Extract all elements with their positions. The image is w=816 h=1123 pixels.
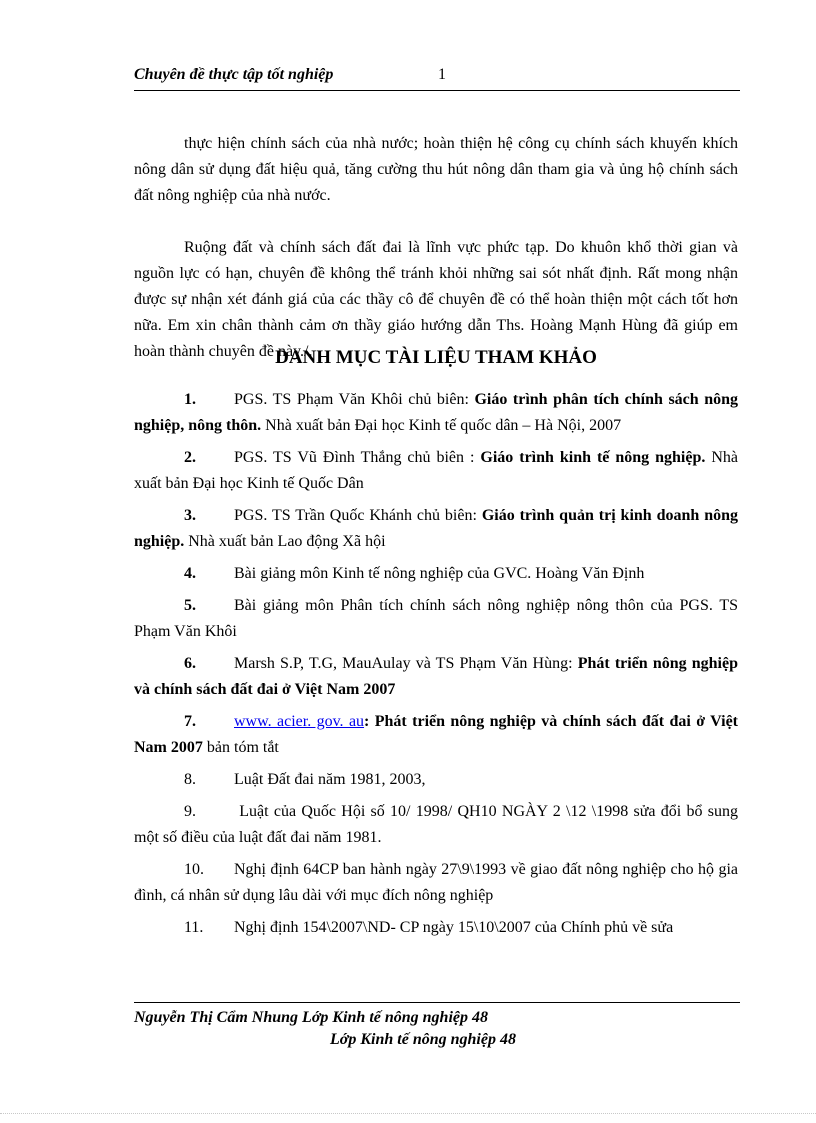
reference-text: Bài giảng môn Kinh tế nông nghiệp của GVC. Hoàng Văn Định: [234, 565, 645, 582]
reference-number: 10.: [184, 861, 204, 878]
reference-item: [134, 387, 738, 439]
reference-item: [134, 561, 738, 587]
reference-text: PGS. TS Phạm Văn Khôi chủ biên:: [234, 391, 475, 408]
references-list: [134, 387, 738, 947]
reference-text: Luật của Quốc Hội số 10/ 1998/ QH10 NGÀY 2 \12 \1998 sửa đổi bổ sung một số điều của luật đất đai năm 1981.: [134, 803, 738, 846]
reference-title: Phát triển nông nghiệp và chính sách đất đai ở Việt Nam 2007: [134, 655, 738, 698]
reference-number: 7.: [184, 713, 196, 730]
paragraph-continuation: [134, 131, 738, 209]
reference-link[interactable]: www. acier. gov. au: [234, 713, 365, 730]
reference-title: Giáo trình quản trị kinh doanh nông nghiệp.: [134, 507, 738, 550]
reference-item: [134, 503, 738, 555]
page-footer: [134, 1002, 740, 1048]
page-number: 1: [438, 66, 446, 83]
paragraph-1: thực hiện chính sách của nhà nước; hoàn thiện hệ công cụ chính sách khuyến khích nông dân sử dụng đất hiệu quả, tăng cường thu hút nông dân tham gia và ủng hộ chính sách đất nông nghiệp của nhà nước.: [134, 135, 738, 204]
paragraph-2: Ruộng đất và chính sách đất đai là lĩnh vực phức tạp. Do khuôn khổ thời gian và nguồn lực có hạn, chuyên đề không thể tránh khỏi những sai sót nhất định. Rất mong nhận được sự nhận xét đánh giá của các thầy cô để chuyên đề có thể hoàn thiện một cách tốt hơn nữa. Em xin chân thành cảm ơn thầy giáo hướng dẫn Ths. Hoàng Mạnh Hùng đã giúp em hoàn thành chuyên đề này./.: [134, 239, 738, 360]
reference-title: : Phát triển nông nghiệp và chính sách đất đai ở Việt Nam 2007: [134, 713, 738, 756]
reference-item: [134, 799, 738, 851]
reference-title: Giáo trình kinh tế nông nghiệp.: [480, 449, 706, 466]
page-header: [134, 62, 740, 91]
reference-text: Bài giảng môn Phân tích chính sách nông nghiệp nông thôn của PGS. TS Phạm Văn Khôi: [134, 597, 738, 640]
reference-publisher: Nhà xuất bản Đại học Kinh tế Quốc Dân: [134, 449, 739, 492]
footer-class: Lớp Kinh tế nông nghiệp 48: [330, 1031, 516, 1048]
reference-item: [134, 651, 738, 703]
reference-item: [134, 857, 738, 909]
references-heading: DANH MỤC TÀI LIỆU THAM KHẢO: [275, 347, 597, 368]
reference-number: 1.: [184, 391, 196, 408]
header-title: Chuyên đề thực tập tốt nghiệp: [134, 66, 334, 83]
reference-text: PGS. TS Trần Quốc Khánh chủ biên:: [234, 507, 482, 524]
reference-title: Giáo trình phân tích chính sách nông nghiệp, nông thôn.: [134, 391, 739, 434]
reference-publisher: Nhà xuất bản Đại học Kinh tế quốc dân – Hà Nội, 2007: [261, 417, 622, 434]
reference-text: PGS. TS Vũ Đình Thắng chủ biên :: [234, 449, 481, 466]
reference-text: Nghị định 154\2007\ND- CP ngày 15\10\2007 của Chính phủ về sửa: [234, 919, 674, 936]
reference-number: 8.: [184, 771, 196, 788]
reference-text: Luật Đất đai năm 1981, 2003,: [234, 771, 426, 788]
reference-text: Nghị định 64CP ban hành ngày 27\9\1993 về giao đất nông nghiệp cho hộ gia đình, cá nhân sử dụng lâu dài với mục đích nông nghiệp: [134, 861, 738, 904]
reference-number: 4.: [184, 565, 196, 582]
reference-number: 9.: [184, 803, 196, 820]
reference-publisher: Nhà xuất bản Lao động Xã hội: [184, 533, 386, 550]
reference-number: 11.: [184, 919, 204, 936]
reference-item: [134, 593, 738, 645]
page-bottom-border: [0, 1113, 816, 1114]
reference-number: 5.: [184, 597, 196, 614]
reference-item: [134, 915, 738, 941]
reference-text: Marsh S.P, T.G, MauAulay và TS Phạm Văn Hùng:: [234, 655, 578, 672]
footer-author: Nguyễn Thị Cẩm Nhung Lớp Kinh tế nông nghiệp 48: [134, 1009, 488, 1026]
reference-item: [134, 767, 738, 793]
reference-item: [134, 709, 738, 761]
reference-number: 3.: [184, 507, 196, 524]
reference-item: [134, 445, 738, 497]
reference-publisher: bản tóm tắt: [202, 739, 279, 756]
reference-number: 6.: [184, 655, 196, 672]
reference-number: 2.: [184, 449, 196, 466]
paragraph-closing: [134, 235, 738, 365]
